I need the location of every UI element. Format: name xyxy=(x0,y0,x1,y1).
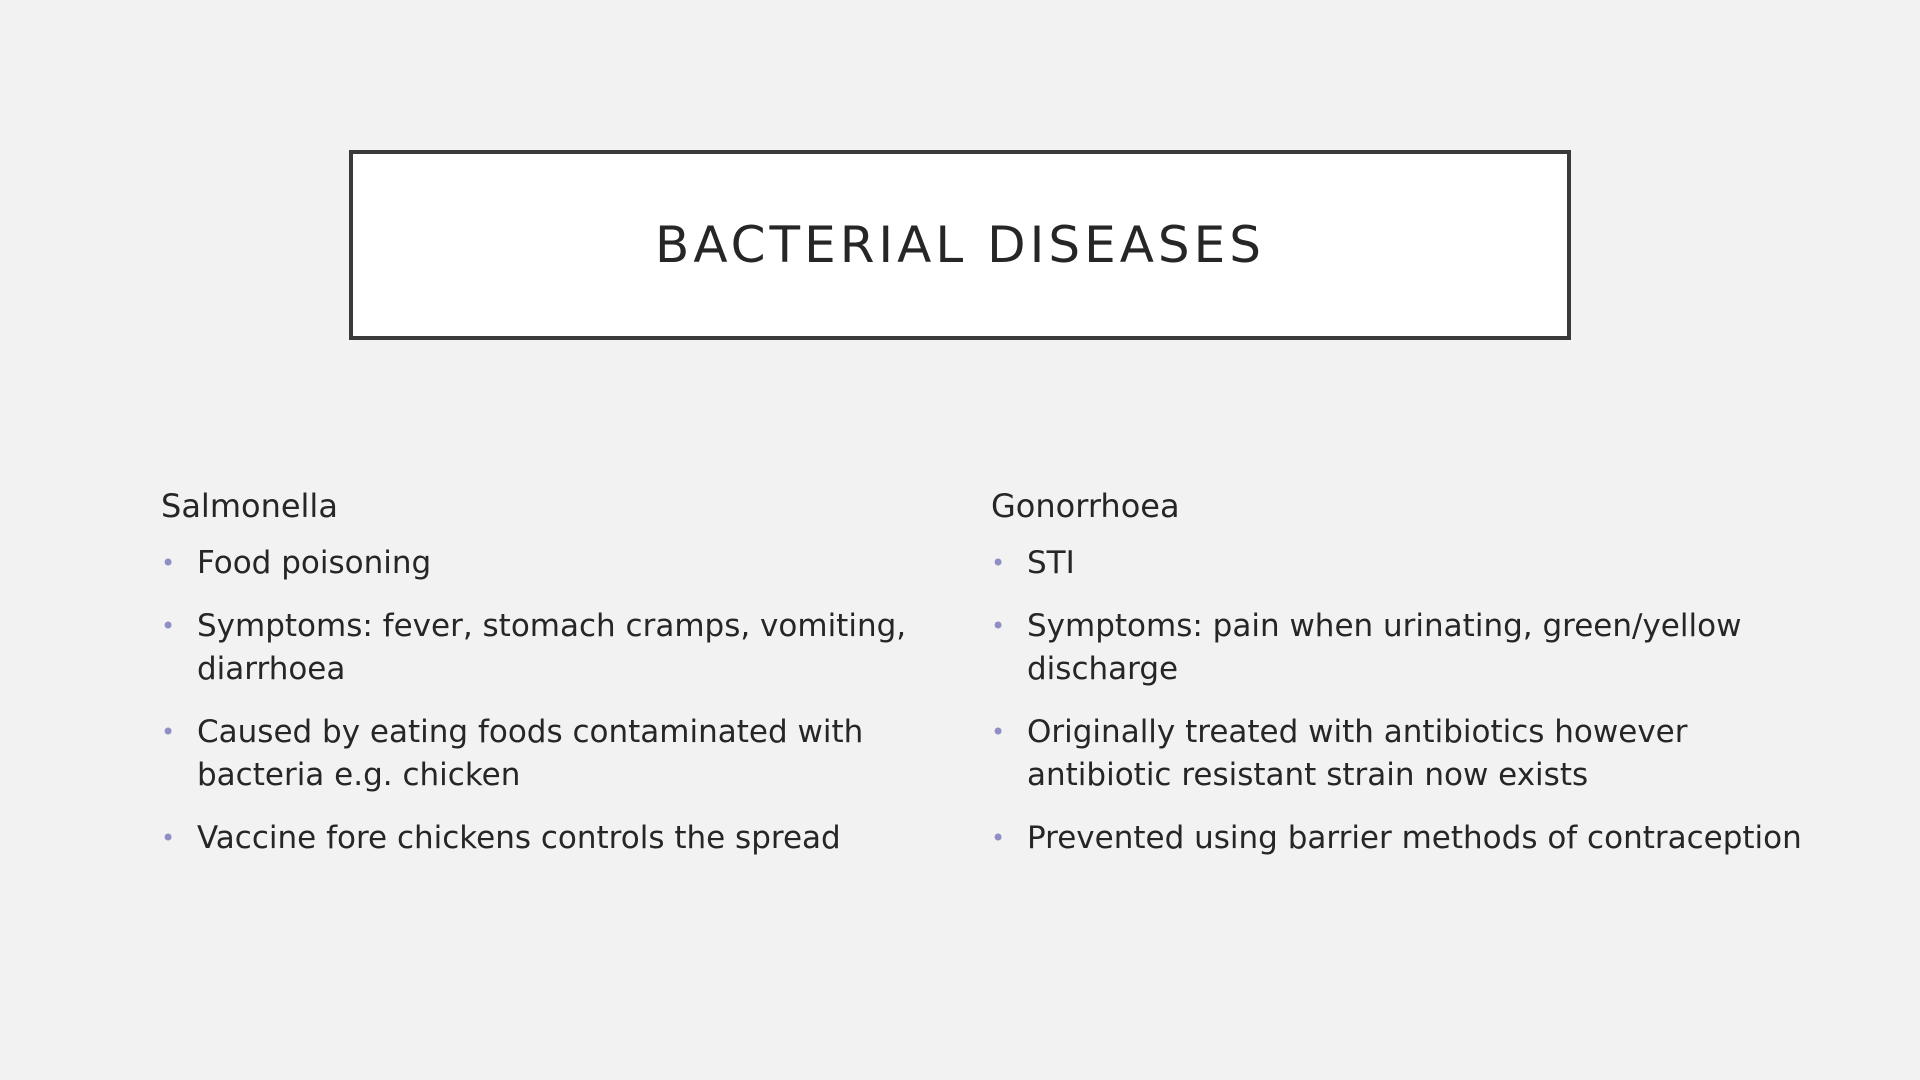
bullet-text: Originally treated with antibiotics however antibiotic resistant strain now exists xyxy=(1027,714,1688,793)
bullet-dot-icon: • xyxy=(991,718,1006,746)
bullet-text: Symptoms: pain when urinating, green/yellow discharge xyxy=(1027,608,1742,687)
column-heading-salmonella: Salmonella xyxy=(161,487,338,525)
salmonella-bullet-list xyxy=(161,542,991,860)
bullet-item xyxy=(991,605,1821,691)
bullet-dot-icon: • xyxy=(161,549,176,577)
bullet-text: Vaccine fore chickens controls the spread xyxy=(197,820,841,856)
bullet-text: Prevented using barrier methods of contraception xyxy=(1027,820,1802,856)
bullet-item xyxy=(991,542,1821,585)
bullet-item xyxy=(161,542,991,585)
bullet-dot-icon: • xyxy=(991,612,1006,640)
bullet-dot-icon: • xyxy=(161,824,176,852)
bullet-dot-icon: • xyxy=(991,824,1006,852)
bullet-text: STI xyxy=(1027,545,1075,581)
gonorrhoea-column xyxy=(991,480,1821,880)
bullet-dot-icon: • xyxy=(161,612,176,640)
bullet-item xyxy=(991,711,1821,797)
bullet-text: Food poisoning xyxy=(197,545,432,581)
bullet-dot-icon: • xyxy=(161,718,176,746)
bullet-item xyxy=(161,817,991,860)
column-heading-gonorrhoea: Gonorrhoea xyxy=(991,487,1180,525)
bullet-dot-icon: • xyxy=(991,549,1006,577)
bullet-text: Caused by eating foods contaminated with bacteria e.g. chicken xyxy=(197,714,864,793)
bullet-item xyxy=(161,711,991,797)
slide-title: BACTERIAL DISEASES xyxy=(655,216,1265,274)
gonorrhoea-bullet-list xyxy=(991,542,1821,860)
bullet-item xyxy=(991,817,1821,860)
bullet-item xyxy=(161,605,991,691)
bullet-text: Symptoms: fever, stomach cramps, vomiting, diarrhoea xyxy=(197,608,907,687)
salmonella-column xyxy=(161,480,991,880)
title-box xyxy=(349,150,1571,340)
